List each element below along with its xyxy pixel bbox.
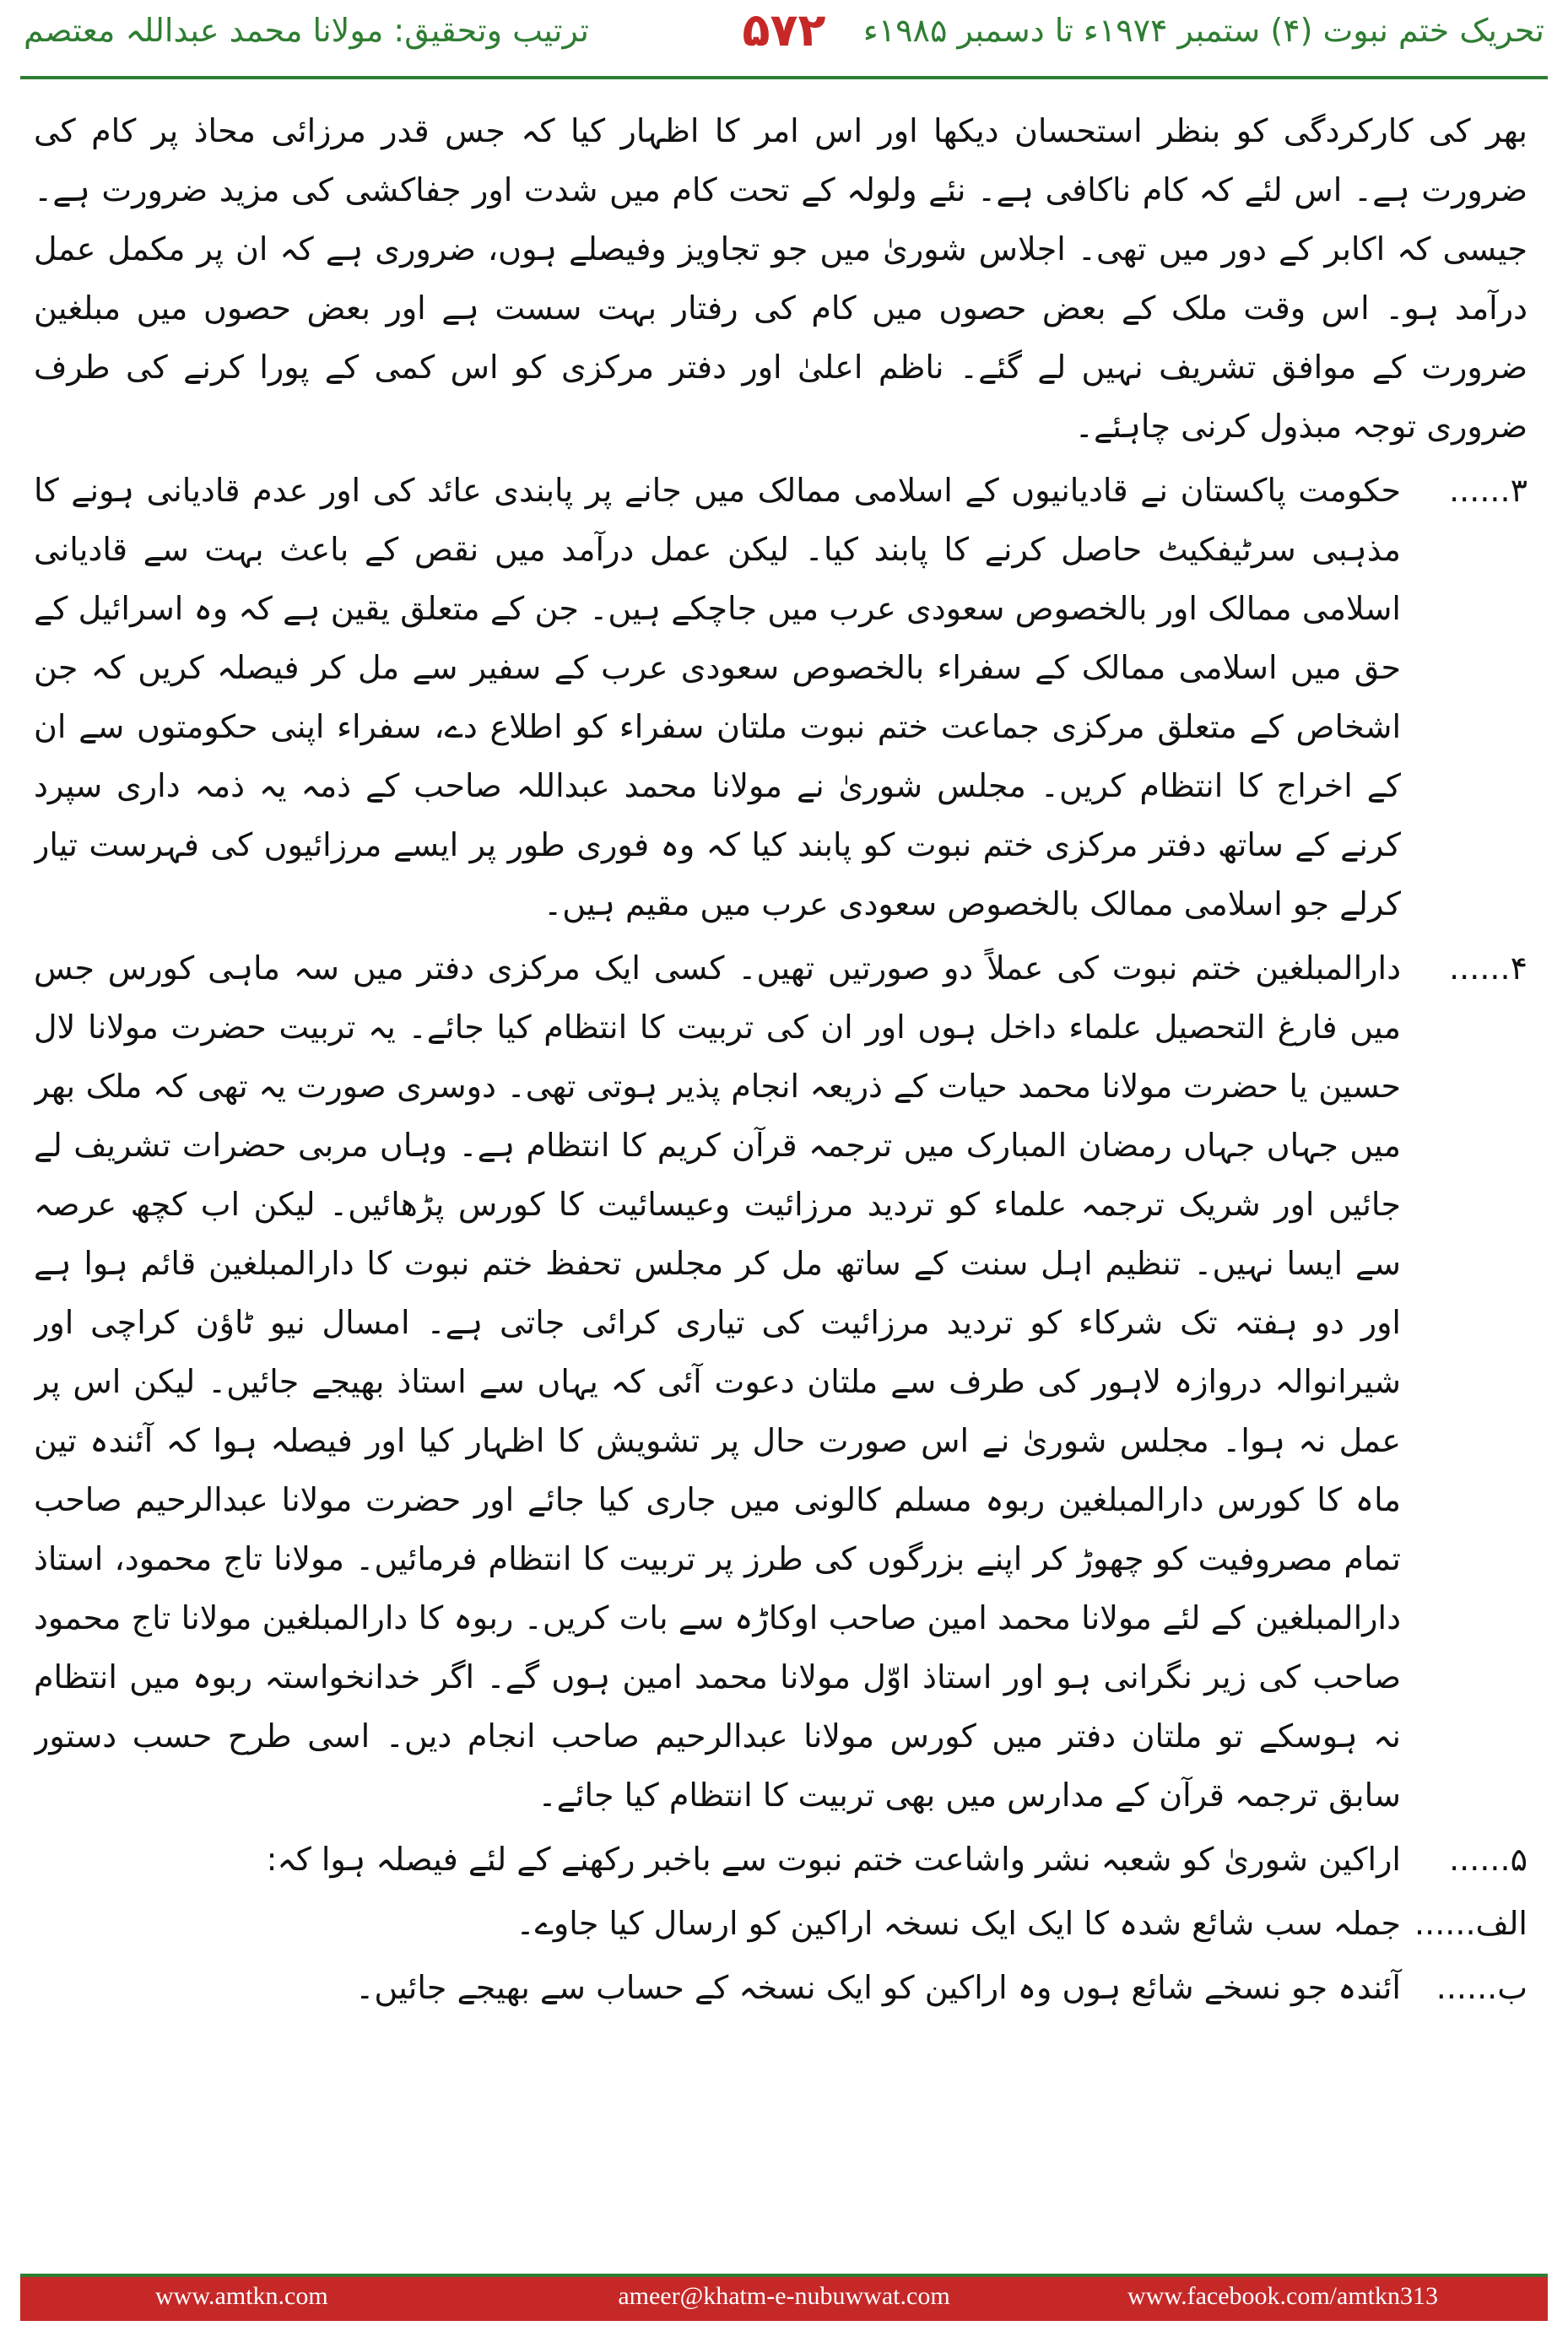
header-divider	[20, 76, 1548, 79]
item-5-text: اراکین شوریٰ کو شعبہ نشر واشاعت ختم نبوت سے باخبر رکھنے کے لئے فیصلہ ہوا کہ:	[266, 1841, 1401, 1878]
item-alif-number: الف......	[1414, 1905, 1527, 1942]
page-header	[0, 0, 1568, 101]
compiler-credit: ترتیب وتحقیق: مولانا محمد عبداللہ معتصم	[24, 12, 590, 49]
intro-paragraph: بھر کی کارکردگی کو بنظر استحسان دیکھا اور اس امر کا اظہار کیا کہ جس قدر مرزائی محاذ پر کام کی ضرورت ہے۔ اس لئے کہ کام ناکافی ہے۔ نئے ولولہ کے تحت کام میں شدت اور جفاکشی کی مزید ضرورت ہے۔ جیسی کہ اکابر کے دور میں تھی۔ اجلاس شوریٰ میں جو تجاویز وفیصلے ہوں، ضروری ہے کہ ان پر مکمل عمل درآمد ہو۔ اس وقت ملک کے بعض حصوں میں کام کی رفتار بہت سست ہے اور بعض حصوں میں مبلغین ضرورت کے موافق تشریف نہیں لے گئے۔ ناظم اعلیٰ اور دفتر مرکزی کو اس کمی کے پورا کرنے کی طرف ضروری توجہ مبذول کرنی چاہئے۔	[34, 112, 1527, 445]
item-bay	[34, 1958, 1527, 2017]
item-alif-text: جملہ سب شائع شدہ کا ایک ایک نسخہ اراکین کو ارسال کیا جاوے۔	[516, 1905, 1401, 1942]
email-link[interactable]: ameer@khatm-e-nubuwwat.com	[618, 2282, 950, 2310]
website-link[interactable]: www.amtkn.com	[155, 2282, 328, 2310]
page-number: ۵۷۲	[742, 3, 826, 57]
item-3	[34, 461, 1527, 933]
facebook-link[interactable]: www.facebook.com/amtkn313	[1127, 2282, 1438, 2310]
item-bay-number: ب......	[1436, 1969, 1527, 2006]
page-footer	[20, 2274, 1548, 2321]
item-3-text: حکومت پاکستان نے قادیانیوں کے اسلامی ممالک میں جانے پر پابندی عائد کی اور عدم قادیانی ہونے کا مذہبی سرٹیفکیٹ حاصل کرنے کا پابند کیا۔ لیکن عمل درآمد میں نقص کے باعث بہت سے قادیانی اسلامی ممالک اور بالخصوص سعودی عرب میں جاچکے ہیں۔ جن کے متعلق یقین ہے کہ وہ اسرائیل کے حق میں اسلامی ممالک کے سفراء بالخصوص سعودی عرب کے سفیر سے مل کر فیصلہ کریں کہ جن اشخاص کے متعلق مرکزی جماعت ختم نبوت ملتان سفراء کو اطلاع دے، سفراء اپنی حکومتوں سے ان کے اخراج کا انتظام کریں۔ مجلس شوریٰ نے مولانا محمد عبداللہ صاحب کے ذمہ یہ ذمہ داری سپرد کرنے کے ساتھ دفتر مرکزی ختم نبوت کو پابند کیا کہ وہ فوری طور پر ایسے مرزائیوں کی فہرست تیار کرلے جو اسلامی ممالک بالخصوص سعودی عرب میں مقیم ہیں۔	[34, 472, 1401, 922]
item-5	[34, 1830, 1527, 1889]
item-bay-text: آئندہ جو نسخے شائع ہوں وہ اراکین کو ایک نسخہ کے حساب سے بھیجے جائیں۔	[355, 1969, 1401, 2006]
item-alif	[34, 1894, 1527, 1953]
item-4	[34, 938, 1527, 1825]
item-4-number: ۴......	[1449, 949, 1527, 987]
book-title: تحریک ختم نبوت (۴) ستمبر ۱۹۷۴ء تا دسمبر ۱۹۸۵ء	[862, 12, 1544, 49]
page-body	[34, 101, 1527, 2237]
item-4-text: دارالمبلغین ختم نبوت کی عملاً دو صورتیں تھیں۔ کسی ایک مرکزی دفتر میں سہ ماہی کورس جس میں فارغ التحصیل علماء داخل ہوں اور ان کی تربیت کا انتظام کیا جائے۔ یہ تربیت حضرت مولانا لال حسین یا حضرت مولانا محمد حیات کے ذریعہ انجام پذیر ہوتی تھی۔ دوسری صورت یہ تھی کہ ملک بھر میں جہاں جہاں رمضان المبارک میں ترجمہ قرآن کریم کا انتظام ہے۔ وہاں مربی حضرات تشریف لے جائیں اور شریک ترجمہ علماء کو تردید مرزائیت وعیسائیت کا کورس پڑھائیں۔ لیکن اب کچھ عرصہ سے ایسا نہیں۔ تنظیم اہل سنت کے ساتھ مل کر مجلس تحفظ ختم نبوت کا دارالمبلغین قائم ہوا ہے اور دو ہفتہ تک شرکاء کو تردید مرزائیت کی تیاری کرائی جاتی ہے۔ امسال نیو ٹاؤن کراچی اور شیرانوالہ دروازہ لاہور کی طرف سے ملتان دعوت آئی کہ یہاں سے استاذ بھیجے جائیں۔ لیکن اس پر عمل نہ ہوا۔ مجلس شوریٰ نے اس صورت حال پر تشویش کا اظہار کیا اور فیصلہ ہوا کہ آئندہ تین ماہ کا کورس دارالمبلغین ربوہ مسلم کالونی میں جاری کیا جائے اور حضرت مولانا عبدالرحیم صاحب تمام مصروفیت کو چھوڑ کر اپنے بزرگوں کی طرز پر تربیت کا انتظام فرمائیں۔ مولانا تاج محمود، استاذ دارالمبلغین کے لئے مولانا محمد امین صاحب اوکاڑہ سے بات کریں۔ ربوہ کا دارالمبلغین مولانا تاج محمود صاحب کی زیر نگرانی ہو اور استاذ اوّل مولانا محمد امین ہوں گے۔ اگر خدانخواستہ ربوہ میں انتظام نہ ہوسکے تو ملتان دفتر میں کورس مولانا عبدالرحیم صاحب انجام دیں۔ اسی طرح حسب دستور سابق ترجمہ قرآن کے مدارس میں بھی تربیت کا انتظام کیا جائے۔	[34, 949, 1401, 1814]
item-3-number: ۳......	[1449, 472, 1527, 509]
item-5-number: ۵......	[1449, 1841, 1527, 1878]
